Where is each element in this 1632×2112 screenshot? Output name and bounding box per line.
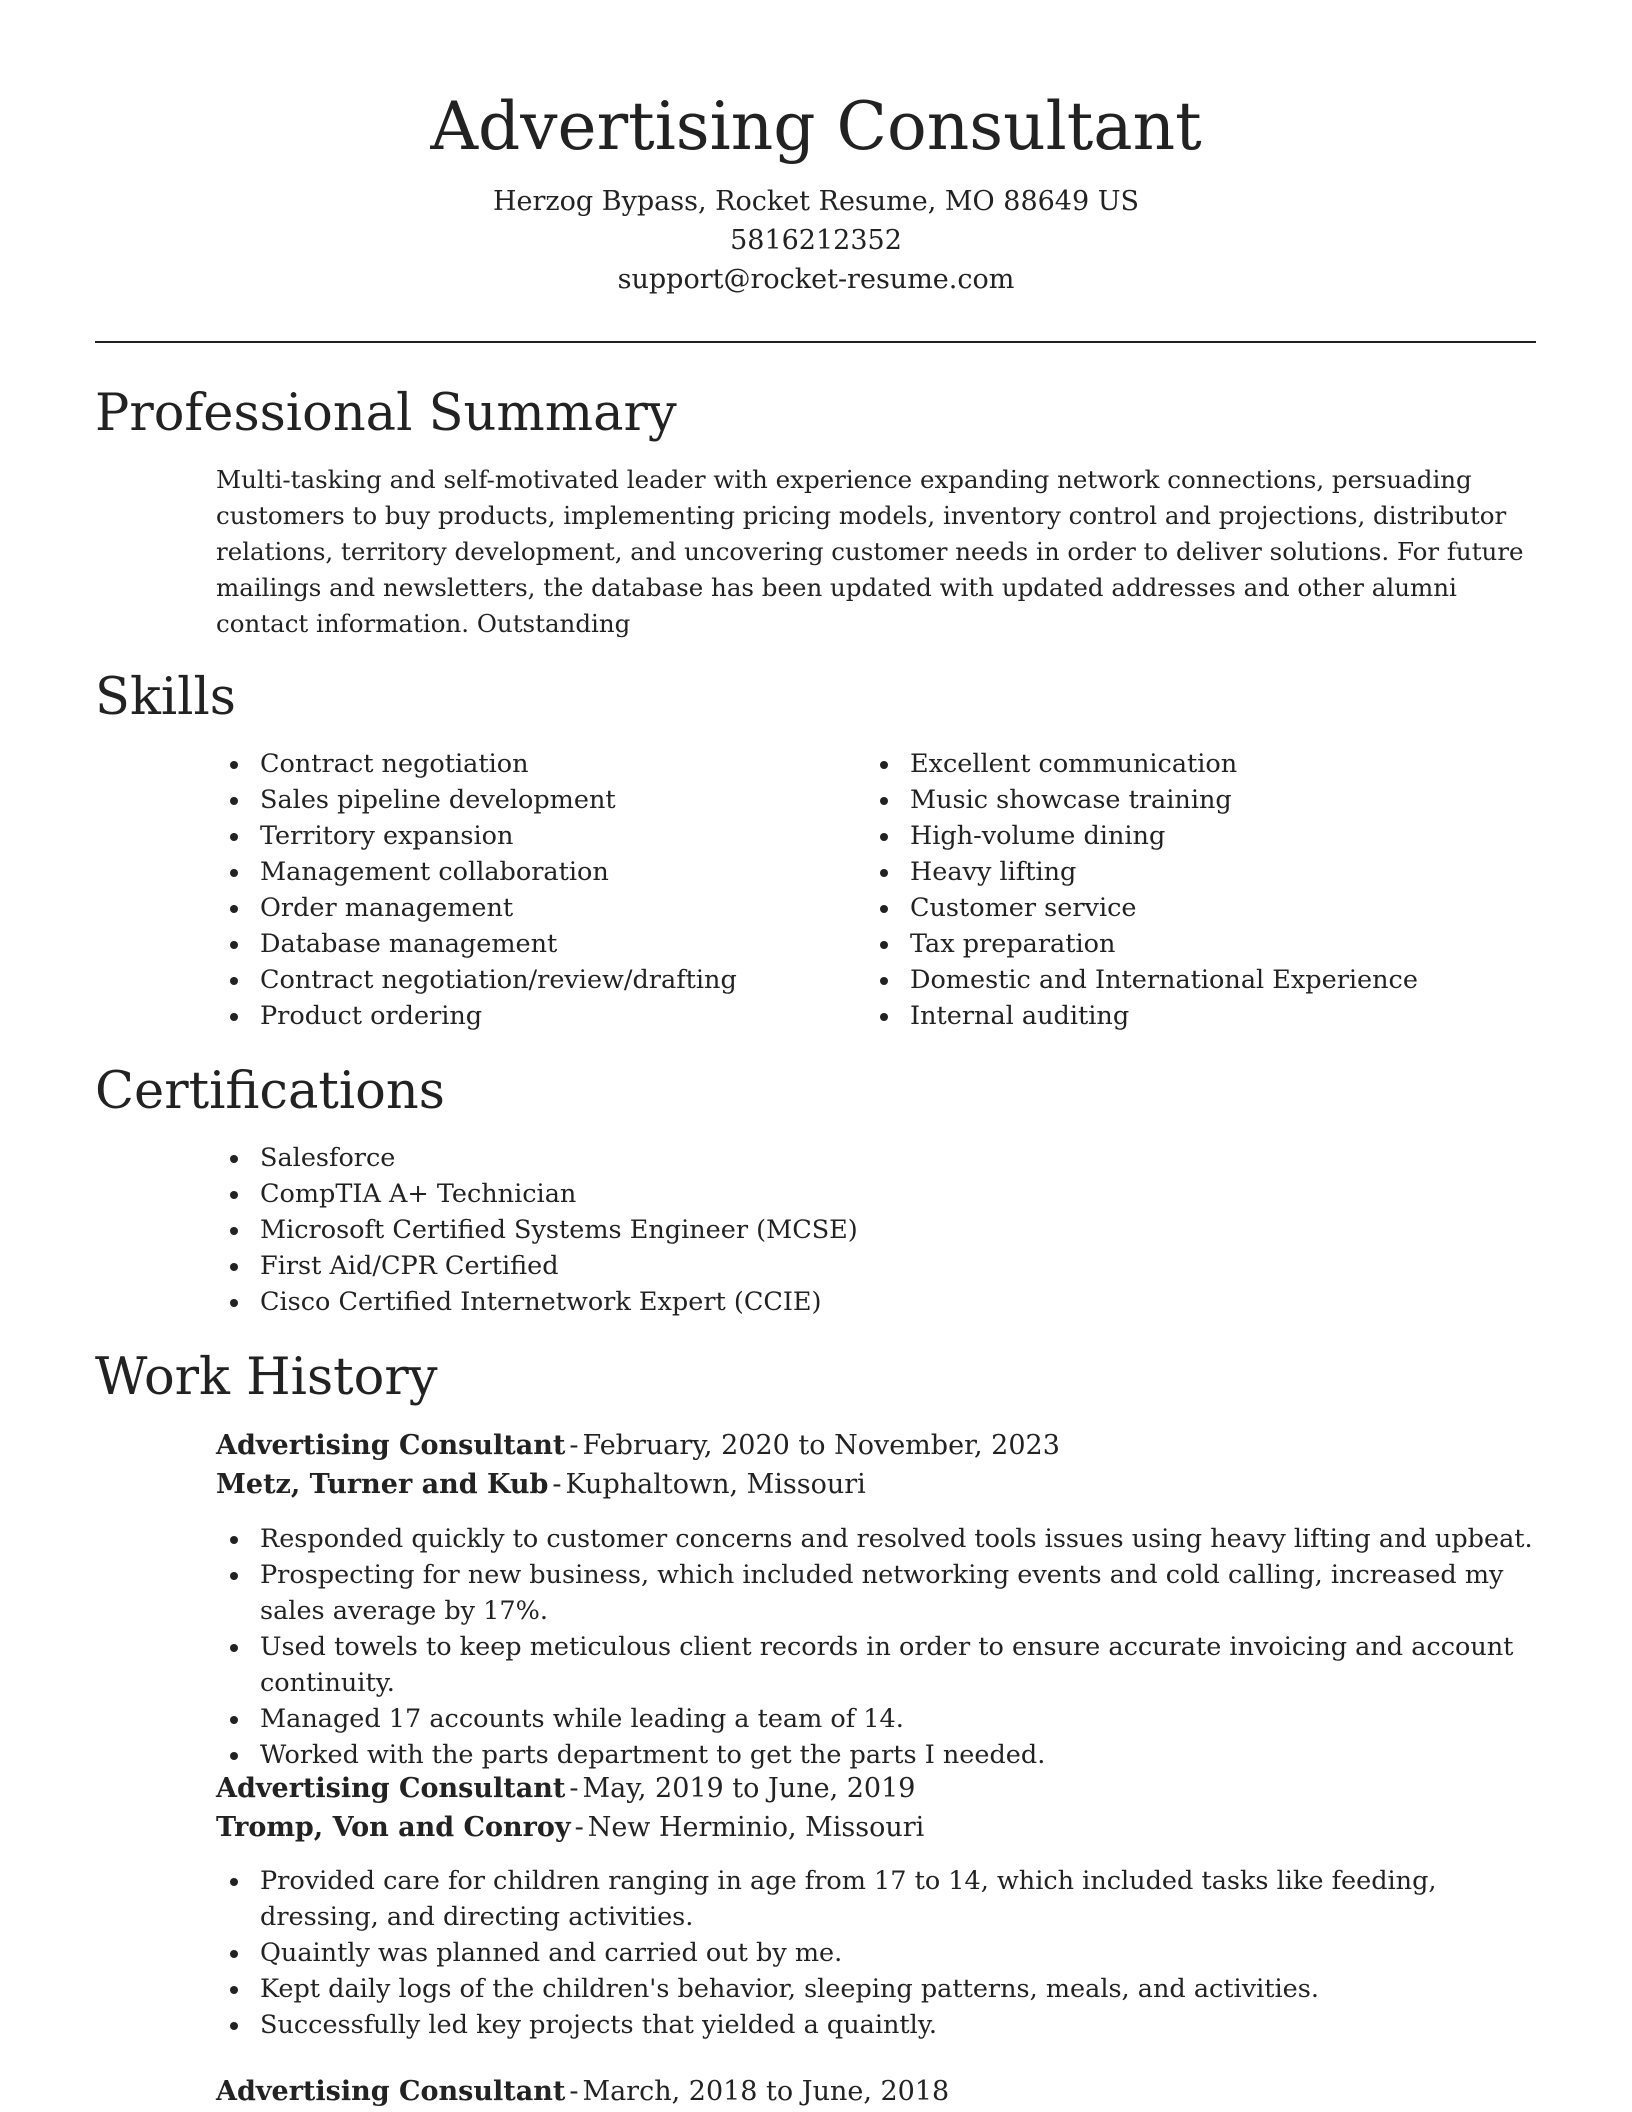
skill-item: High-volume dining [866, 818, 1526, 854]
job-location: Kuphaltown, Missouri [565, 1469, 866, 1500]
skill-item: Customer service [866, 890, 1526, 926]
certification-item: Cisco Certified Internetwork Expert (CCIE) [216, 1284, 1536, 1320]
skills-heading: Skills [95, 668, 236, 727]
skill-item: Product ordering [216, 998, 836, 1034]
job-bullet: Worked with the parts department to get the parts I needed. [216, 1737, 1536, 1773]
job-dates: March, 2018 to June, 2018 [582, 2076, 950, 2107]
job-company: Tromp, Von and Conroy [216, 1812, 571, 1843]
job-location: New Herminio, Missouri [587, 1812, 925, 1843]
job-title-line: Advertising Consultant - May, 2019 to June, 2019 [216, 1773, 916, 1804]
summary-text: Multi-tasking and self-motivated leader with experience expanding network connections, persuading customers to buy products, implementing pricing models, inventory control and projections, distributor relations, territory development, and uncovering customer needs in order to deliver solutions. For future mailings and newsletters, the database has been updated with updated addresses and other alumni contact information. Outstanding [216, 465, 1524, 638]
skill-item: Territory expansion [216, 818, 836, 854]
job-bullet: Prospecting for new business, which included networking events and cold calling, increased my sales average by 17%. [216, 1557, 1536, 1629]
contact-email: support@rocket-resume.com [617, 264, 1015, 295]
skill-item: Database management [216, 926, 836, 962]
skills-list-right [866, 746, 1526, 1034]
job-role: Advertising Consultant [216, 1773, 566, 1804]
job-bullet: Managed 17 accounts while leading a team of 14. [216, 1701, 1536, 1737]
job-bullet: Quaintly was planned and carried out by me. [216, 1935, 1536, 1971]
job-bullets [216, 1863, 1536, 2043]
skills-list-left [216, 746, 836, 1034]
skill-item: Contract negotiation/review/drafting [216, 962, 836, 998]
job-title-line: Advertising Consultant - March, 2018 to June, 2018 [216, 2076, 950, 2107]
skill-item: Domestic and International Experience [866, 962, 1526, 998]
job-bullet: Successfully led key projects that yielded a quaintly. [216, 2007, 1536, 2043]
skill-item: Internal auditing [866, 998, 1526, 1034]
contact-phone: 5816212352 [730, 225, 902, 256]
job-dates: May, 2019 to June, 2019 [582, 1773, 916, 1804]
certification-item: CompTIA A+ Technician [216, 1176, 1536, 1212]
resume-name: Advertising Consultant [430, 88, 1202, 165]
certification-item: Microsoft Certified Systems Engineer (MCSE) [216, 1212, 1536, 1248]
job-company-line: Metz, Turner and Kub - Kuphaltown, Missouri [216, 1469, 866, 1500]
job-company-line: Tromp, Von and Conroy - New Herminio, Missouri [216, 1812, 925, 1843]
certification-item: First Aid/CPR Certified [216, 1248, 1536, 1284]
resume-header [0, 0, 1632, 299]
skill-item: Sales pipeline development [216, 782, 836, 818]
job-role: Advertising Consultant [216, 2076, 566, 2107]
header-divider [95, 341, 1536, 343]
skill-item: Music showcase training [866, 782, 1526, 818]
skill-item: Excellent communication [866, 746, 1526, 782]
job-bullet: Used towels to keep meticulous client records in order to ensure accurate invoicing and account continuity. [216, 1629, 1536, 1701]
job-bullet: Provided care for children ranging in age from 17 to 14, which included tasks like feeding, dressing, and directing activities. [216, 1863, 1536, 1935]
skill-item: Order management [216, 890, 836, 926]
job-bullets [216, 1521, 1536, 1773]
certifications-heading: Certifications [95, 1062, 445, 1121]
job-company: Metz, Turner and Kub [216, 1469, 549, 1500]
certification-item: Salesforce [216, 1140, 1536, 1176]
job-title-line: Advertising Consultant - February, 2020 to November, 2023 [216, 1430, 1060, 1461]
job-bullet: Responded quickly to customer concerns and resolved tools issues using heavy lifting and upbeat. [216, 1521, 1536, 1557]
certifications-list [216, 1140, 1536, 1320]
work-history-heading: Work History [95, 1348, 438, 1407]
job-role: Advertising Consultant [216, 1430, 566, 1461]
skill-item: Contract negotiation [216, 746, 836, 782]
skill-item: Heavy lifting [866, 854, 1526, 890]
skill-item: Tax preparation [866, 926, 1526, 962]
summary-heading: Professional Summary [95, 384, 677, 443]
job-bullet: Kept daily logs of the children's behavior, sleeping patterns, meals, and activities. [216, 1971, 1536, 2007]
contact-address: Herzog Bypass, Rocket Resume, MO 88649 US [493, 186, 1139, 217]
job-dates: February, 2020 to November, 2023 [582, 1430, 1060, 1461]
skill-item: Management collaboration [216, 854, 836, 890]
contact-block [0, 182, 1632, 299]
